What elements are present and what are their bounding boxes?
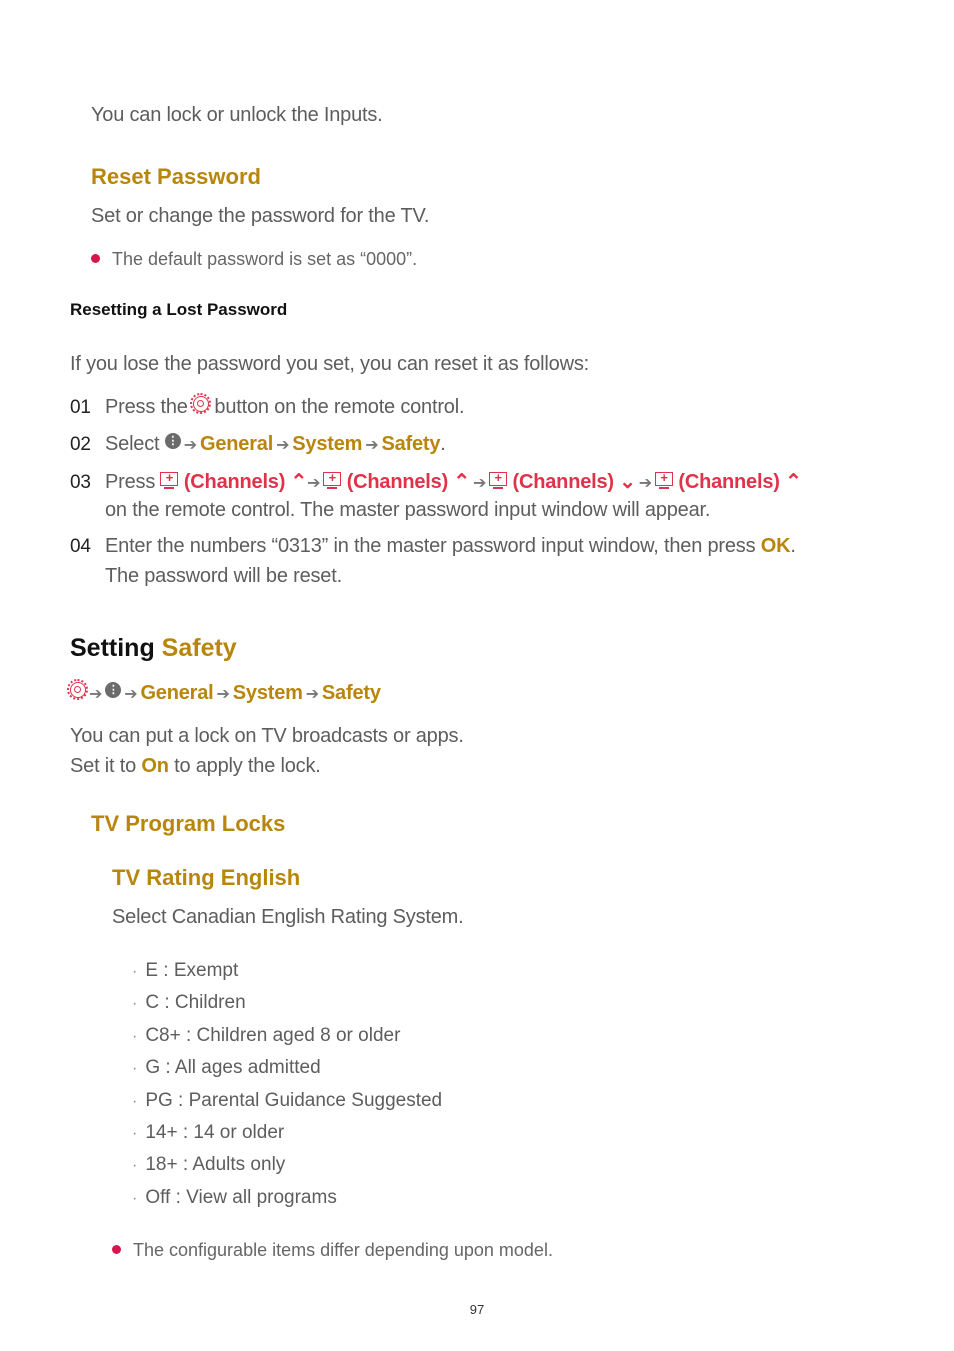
on-label: On [141,755,169,777]
channel-button-icon: + [160,472,178,486]
intro-text: You can lock or unlock the Inputs. [91,104,383,126]
chevron-down-icon: ⌄ [619,471,636,493]
chevron-up-icon: ⌃ [785,471,802,493]
heading-part: Setting [70,634,155,662]
rating-text: C : Children [145,992,246,1014]
list-bullet: · [132,963,138,980]
step-end: . [440,433,446,455]
desc-text: Set it to [70,755,137,777]
arrow-icon: ➔ [276,437,290,454]
channel-button-icon: + [323,472,341,486]
arrow-icon: ➔ [216,686,230,703]
channels-label: (Channels) [346,471,449,493]
safety-desc-1: You can put a lock on TV broadcasts or apps. [70,725,464,747]
list-item [132,992,442,1024]
rating-text: E : Exempt [145,960,239,981]
list-item [132,1025,442,1057]
chevron-up-icon: ⌃ [453,471,470,493]
step-04 [70,535,796,558]
step-01 [70,396,464,419]
list-bullet: · [132,1092,138,1110]
rating-text: PG : Parental Guidance Suggested [145,1089,443,1111]
safety-path [70,682,381,705]
path-system: System [232,682,303,704]
tv-rating-english-desc: Select Canadian English Rating System. [112,906,464,928]
list-item [132,1090,442,1122]
kebab-menu-icon: ⋮ [105,682,121,698]
page-number: 97 [469,1302,485,1317]
bullet-dot [91,254,100,263]
channels-label: (Channels) [183,471,286,493]
step-end: . [790,535,796,557]
list-item [132,1057,442,1089]
model-note [112,1240,553,1261]
list-bullet: · [132,995,138,1013]
ratings-list [132,960,442,1219]
list-item [132,1154,442,1186]
channels-label: (Channels) [512,471,614,493]
arrow-icon: ➔ [124,686,138,703]
step-04-continued: The password will be reset. [105,565,342,587]
step-text: Press [105,471,156,493]
setting-safety-heading [70,634,237,663]
desc-text: to apply the lock. [174,755,321,777]
lost-password-heading: Resetting a Lost Password [70,300,288,319]
reset-password-heading: Reset Password [91,164,261,189]
safety-desc-2 [70,755,321,778]
step-number: 03 [70,472,91,493]
rating-text: 18+ : Adults only [145,1154,286,1176]
step-text: Enter the numbers “0313” in the master password input window, then press [105,535,756,557]
reset-password-desc: Set or change the password for the TV. [91,205,430,227]
path-system: System [292,433,363,455]
list-bullet: · [132,1157,138,1175]
reset-password-note [91,249,417,270]
list-item [132,1187,442,1219]
step-02 [70,433,446,456]
note-text: The configurable items differ depending upon model. [133,1240,553,1260]
arrow-icon: ➔ [305,686,319,703]
channels-label: (Channels) [678,471,780,493]
arrow-icon: ➔ [365,437,379,454]
list-bullet: · [132,1124,138,1142]
channel-button-icon: + [489,472,507,486]
ok-label: OK [760,535,791,557]
rating-text: 14+ : 14 or older [145,1121,285,1143]
step-text: button on the remote control. [214,396,465,418]
list-bullet: · [132,1060,138,1078]
list-item [132,960,442,992]
step-03-continued: on the remote control. The master password input window will appear. [105,499,711,521]
step-text: Select [105,433,160,455]
lost-password-desc: If you lose the password you set, you can reset it as follows: [70,353,589,375]
step-number: 01 [70,397,91,418]
gear-icon [193,396,209,412]
tv-rating-english-heading: TV Rating English [112,865,301,890]
arrow-icon: ➔ [472,475,487,492]
list-bullet: · [132,1189,138,1207]
channel-button-icon: + [655,472,673,486]
rating-text: C8+ : Children aged 8 or older [145,1024,401,1046]
path-general: General [140,682,214,704]
gear-icon [70,682,86,698]
kebab-menu-icon: ⋮ [165,433,181,449]
step-number: 02 [70,434,91,455]
step-03 [70,469,802,494]
arrow-icon: ➔ [183,437,197,454]
path-general: General [199,433,274,455]
step-number: 04 [70,536,91,557]
tv-program-locks-heading: TV Program Locks [91,811,286,836]
rating-text: G : All ages admitted [145,1057,321,1079]
step-text: Press the [105,396,188,418]
path-safety: Safety [321,682,381,704]
list-item [132,1122,442,1154]
heading-part: Safety [161,634,237,662]
arrow-icon: ➔ [307,475,321,492]
bullet-dot [112,1245,121,1254]
path-safety: Safety [381,433,441,455]
list-bullet: · [132,1027,138,1045]
arrow-icon: ➔ [638,475,653,492]
note-text: The default password is set as “0000”. [112,249,418,269]
arrow-icon: ➔ [89,686,103,703]
rating-text: Off : View all programs [145,1186,337,1208]
chevron-up-icon: ⌃ [290,471,308,493]
